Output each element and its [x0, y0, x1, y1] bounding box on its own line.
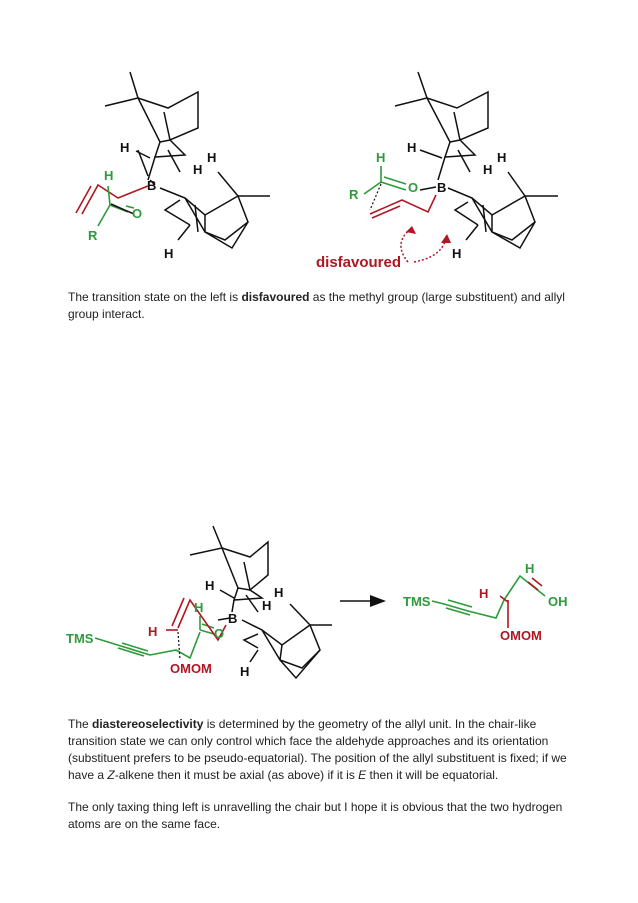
scheme-1-transition-states: [0, 55, 638, 275]
reaction-arrowhead: [370, 595, 386, 607]
disfavoured-interaction-arrow: [401, 228, 446, 262]
reactant-h-red: H: [148, 624, 158, 639]
left-h-c: H: [193, 162, 203, 177]
disfavoured-label: disfavoured: [316, 254, 402, 271]
right-pinane-upper: [395, 72, 488, 180]
reactant-h-d: H: [240, 664, 250, 679]
paragraph-1: The transition state on the left is disfavoured as the methyl group (large substituent) and allyl group interact.: [68, 290, 565, 321]
left-h-d: H: [164, 246, 174, 261]
reactant-h-c: H: [262, 598, 272, 613]
left-boron: B: [147, 178, 157, 193]
product-h-red: H: [479, 586, 489, 601]
reactant-forming-bond: [178, 632, 180, 660]
right-oxygen: O: [408, 180, 419, 195]
product-oh: OH: [548, 594, 568, 609]
right-h-green: H: [376, 150, 386, 165]
reactant-omom: OMOM: [170, 661, 212, 676]
reactant-pinane-lower: [242, 604, 332, 678]
left-pinane-lower: [160, 172, 270, 248]
product-tms: TMS: [403, 594, 431, 609]
left-r: R: [88, 228, 98, 243]
reactant-tms: TMS: [66, 631, 94, 646]
right-pinane-lower: [448, 172, 558, 248]
paragraph-2: The diastereoselectivity is determined by the geometry of the allyl unit. In the chair-like transition state we can only control which face the aldehyde approaches and its orientation (substituent prefers to be pseudo-equatorial). The position of the allyl substituent is fixed; if we have a Z-alkene then it must be axial (as above) if it is E then it will be equatorial.: [68, 717, 567, 782]
right-h-b: H: [497, 150, 507, 165]
right-boron: B: [437, 180, 447, 195]
scheme-2-reaction: [0, 520, 638, 700]
paragraph-3: The only taxing thing left is unravelling the chair but I hope it is obvious that the two hydrogen atoms are on the same face.: [68, 800, 563, 831]
reactant-oxygen: O: [214, 626, 225, 641]
left-oxygen: O: [132, 206, 143, 221]
product-h-top: H: [525, 561, 535, 576]
reactant-h-green: H: [194, 600, 204, 615]
right-allyl-red: [370, 195, 436, 218]
left-h-a: H: [120, 140, 130, 155]
right-h-c: H: [483, 162, 493, 177]
product-omom: OMOM: [500, 628, 542, 643]
arrowhead-right: [441, 234, 451, 243]
left-h-green: H: [104, 168, 114, 183]
product-red-alkene: [500, 578, 542, 628]
reactant-h-a: H: [205, 578, 215, 593]
reactant-boron: B: [228, 611, 238, 626]
right-r: R: [349, 187, 359, 202]
left-pinane-upper: [105, 72, 198, 180]
right-aldehyde-green: [364, 166, 406, 194]
reactant-h-b: H: [274, 585, 284, 600]
right-ob-bond: [420, 187, 436, 190]
right-h-d: H: [452, 246, 462, 261]
left-h-b: H: [207, 150, 217, 165]
right-h-a: H: [407, 140, 417, 155]
left-co-bond: [111, 204, 134, 214]
